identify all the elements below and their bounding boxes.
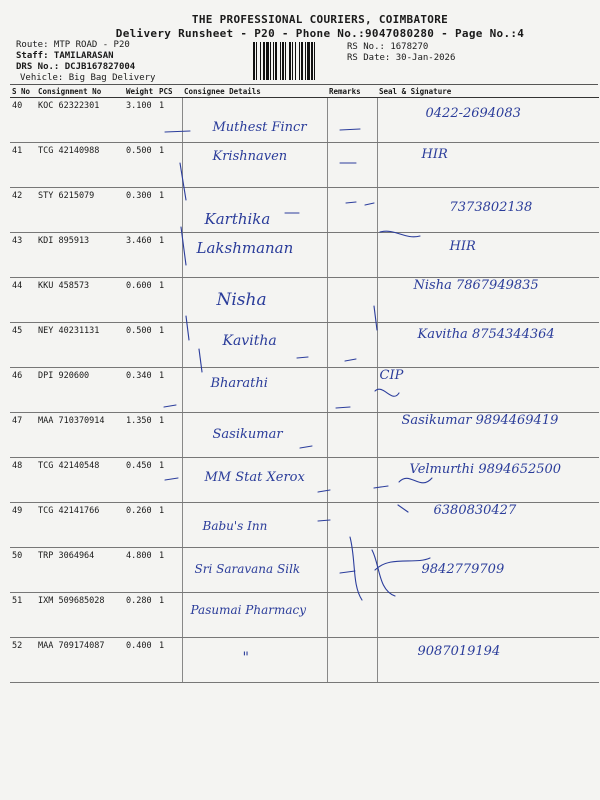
cell-remarks: [327, 593, 377, 638]
cell-consignee: [182, 638, 327, 683]
cell-remarks: [327, 638, 377, 683]
cell-weight: 0.450: [124, 458, 157, 503]
cell-signature: [377, 323, 599, 368]
handwritten-consignee: Sasikumar: [212, 427, 283, 442]
cell-weight: 0.500: [124, 323, 157, 368]
drs-number: DRS No.: DCJB167827004: [16, 62, 136, 72]
handwritten-signature: 6380830427: [433, 503, 517, 518]
cell-weight: 0.400: [124, 638, 157, 683]
cell-sno: 41: [10, 143, 36, 188]
cell-signature: [377, 503, 599, 548]
cell-consignee: [182, 278, 327, 323]
cell-sno: 49: [10, 503, 36, 548]
cell-pcs: 1: [157, 413, 182, 458]
header-divider: [10, 84, 598, 85]
cell-weight: 0.260: [124, 503, 157, 548]
cell-sno: 51: [10, 593, 36, 638]
cell-remarks: [327, 503, 377, 548]
handwritten-consignee: Kavitha: [222, 333, 277, 349]
handwritten-signature: Nisha 7867949835: [413, 278, 539, 293]
table-row: [10, 278, 599, 323]
cell-sno: 48: [10, 458, 36, 503]
handwritten-signature: 9087019194: [417, 644, 501, 659]
cell-sno: 46: [10, 368, 36, 413]
cell-consignment: IXM 509685028: [36, 593, 124, 638]
cell-pcs: 1: [157, 548, 182, 593]
cell-weight: 0.300: [124, 188, 157, 233]
handwritten-consignee: ": [242, 650, 249, 666]
delivery-table: [10, 86, 599, 683]
cell-weight: 4.800: [124, 548, 157, 593]
col-weight: Weight: [124, 86, 157, 98]
cell-sno: 43: [10, 233, 36, 278]
cell-signature: [377, 188, 599, 233]
table-row: [10, 323, 599, 368]
cell-sno: 42: [10, 188, 36, 233]
cell-consignment: MAA 710370914: [36, 413, 124, 458]
table-row: [10, 548, 599, 593]
cell-signature: [377, 143, 599, 188]
cell-sno: 52: [10, 638, 36, 683]
handwritten-signature: Velmurthi 9894652500: [409, 462, 562, 477]
vehicle-label: Vehicle: Big Bag Delivery: [20, 73, 156, 83]
cell-remarks: [327, 278, 377, 323]
cell-sno: 45: [10, 323, 36, 368]
cell-signature: [377, 278, 599, 323]
cell-remarks: [327, 98, 377, 143]
cell-pcs: 1: [157, 233, 182, 278]
cell-consignment: TCG 42140988: [36, 143, 124, 188]
cell-weight: 0.600: [124, 278, 157, 323]
cell-pcs: 1: [157, 143, 182, 188]
cell-consignment: TCG 42141766: [36, 503, 124, 548]
col-sno: S No: [10, 86, 36, 98]
handwritten-consignee: Bharathi: [210, 376, 268, 391]
cell-signature: [377, 548, 599, 593]
cell-consignee: [182, 323, 327, 368]
cell-consignee: [182, 593, 327, 638]
cell-remarks: [327, 188, 377, 233]
cell-remarks: [327, 323, 377, 368]
cell-consignment: TRP 3064964: [36, 548, 124, 593]
handwritten-consignee: Pasumai Pharmacy: [190, 603, 306, 617]
cell-weight: 3.460: [124, 233, 157, 278]
col-consignee: Consignee Details: [182, 86, 327, 98]
cell-weight: 0.280: [124, 593, 157, 638]
handwritten-consignee: Babu's Inn: [202, 519, 268, 533]
handwritten-signature: Kavitha 8754344364: [417, 327, 555, 342]
cell-signature: [377, 413, 599, 458]
table-row: [10, 188, 599, 233]
handwritten-signature: HIR: [449, 239, 476, 254]
table-row: [10, 593, 599, 638]
cell-remarks: [327, 143, 377, 188]
cell-signature: [377, 98, 599, 143]
cell-weight: 0.340: [124, 368, 157, 413]
cell-sno: 50: [10, 548, 36, 593]
cell-remarks: [327, 413, 377, 458]
cell-sno: 44: [10, 278, 36, 323]
cell-weight: 3.100: [124, 98, 157, 143]
cell-pcs: 1: [157, 98, 182, 143]
cell-signature: [377, 593, 599, 638]
cell-pcs: 1: [157, 638, 182, 683]
cell-consignee: [182, 188, 327, 233]
cell-signature: [377, 368, 599, 413]
col-pcs: PCS: [157, 86, 182, 98]
cell-sno: 40: [10, 98, 36, 143]
cell-signature: [377, 638, 599, 683]
rs-number: RS No.: 1678270: [347, 42, 429, 52]
cell-consignee: [182, 143, 327, 188]
rs-date: RS Date: 30-Jan-2026: [347, 53, 456, 63]
cell-remarks: [327, 368, 377, 413]
handwritten-signature: 7373802138: [449, 200, 533, 215]
handwritten-consignee: Lakshmanan: [196, 239, 294, 257]
table-header-row: [10, 86, 599, 98]
cell-pcs: 1: [157, 278, 182, 323]
table-row: [10, 143, 599, 188]
table-row: [10, 503, 599, 548]
cell-consignee: [182, 413, 327, 458]
cell-consignment: KKU 458573: [36, 278, 124, 323]
cell-pcs: 1: [157, 368, 182, 413]
cell-consignment: TCG 42140548: [36, 458, 124, 503]
handwritten-signature: Sasikumar 9894469419: [401, 413, 559, 428]
cell-consignee: [182, 233, 327, 278]
cell-remarks: [327, 548, 377, 593]
cell-remarks: [327, 233, 377, 278]
cell-pcs: 1: [157, 503, 182, 548]
handwritten-signature: 9842779709: [421, 562, 505, 577]
handwritten-signature: CIP: [379, 368, 404, 383]
cell-consignee: [182, 503, 327, 548]
cell-consignment: STY 6215079: [36, 188, 124, 233]
handwritten-consignee: Nisha: [216, 290, 267, 310]
col-consignment: Consignment No: [36, 86, 124, 98]
table-row: [10, 458, 599, 503]
cell-consignment: NEY 40231131: [36, 323, 124, 368]
table-row: [10, 638, 599, 683]
staff-label: Staff: TAMILARASAN: [16, 51, 114, 61]
runsheet-subtitle: Delivery Runsheet - P20 - Phone No.:9047080280 - Page No.:4: [115, 27, 525, 40]
cell-pcs: 1: [157, 458, 182, 503]
handwritten-consignee: MM Stat Xerox: [204, 470, 305, 485]
handwritten-signature: HIR: [421, 147, 448, 162]
barcode-image: [252, 42, 342, 80]
handwritten-consignee: Muthest Fincr: [212, 120, 307, 135]
cell-pcs: 1: [157, 593, 182, 638]
cell-pcs: 1: [157, 188, 182, 233]
cell-consignee: [182, 458, 327, 503]
cell-signature: [377, 458, 599, 503]
company-title: THE PROFESSIONAL COURIERS, COIMBATORE: [191, 13, 449, 26]
table-row: [10, 233, 599, 278]
handwritten-consignee: Krishnaven: [212, 149, 288, 164]
cell-consignment: KOC 62322301: [36, 98, 124, 143]
col-remarks: Remarks: [327, 86, 377, 98]
table-row: [10, 98, 599, 143]
handwritten-signature: 0422-2694083: [425, 106, 521, 121]
handwritten-consignee: Karthika: [204, 210, 271, 228]
cell-sno: 47: [10, 413, 36, 458]
cell-weight: 1.350: [124, 413, 157, 458]
cell-consignee: [182, 548, 327, 593]
cell-consignment: MAA 709174087: [36, 638, 124, 683]
table-row: [10, 368, 599, 413]
col-seal: Seal & Signature: [377, 86, 599, 98]
handwritten-consignee: Sri Saravana Silk: [194, 562, 301, 576]
route-label: Route: MTP ROAD - P20: [16, 40, 130, 50]
table-row: [10, 413, 599, 458]
cell-pcs: 1: [157, 323, 182, 368]
cell-consignment: DPI 920600: [36, 368, 124, 413]
cell-consignment: KDI 895913: [36, 233, 124, 278]
cell-signature: [377, 233, 599, 278]
cell-consignee: [182, 368, 327, 413]
cell-remarks: [327, 458, 377, 503]
cell-weight: 0.500: [124, 143, 157, 188]
cell-consignee: [182, 98, 327, 143]
